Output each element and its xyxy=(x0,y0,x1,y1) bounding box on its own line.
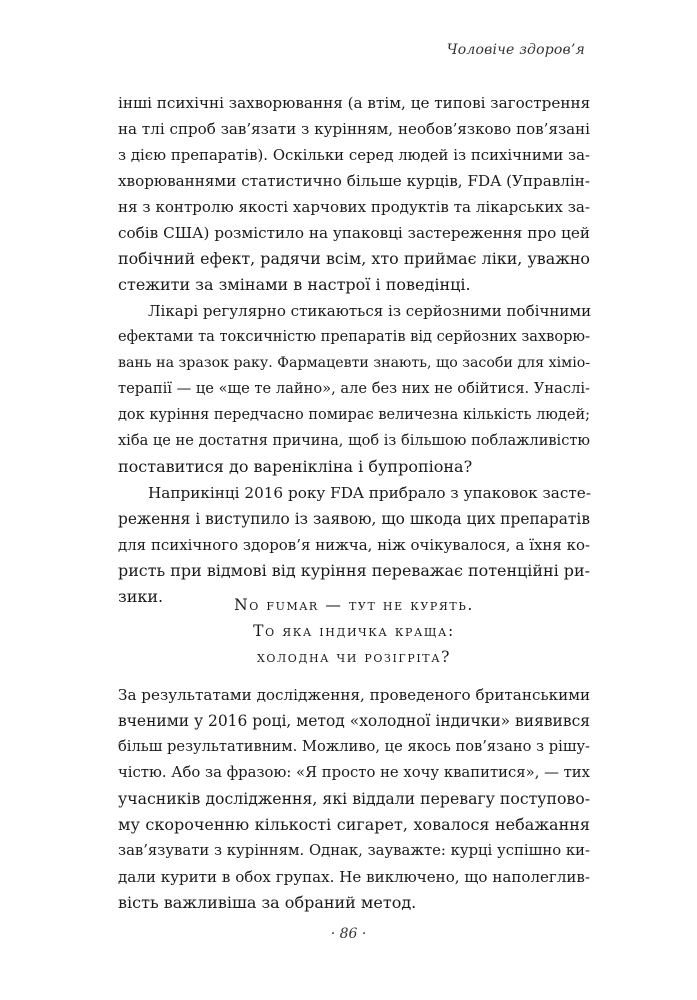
heading-line: То яка індичка краща: xyxy=(253,622,455,640)
text-line: зав’язувати з курінням. Однак, зауважте: курці успішно ки- xyxy=(118,842,590,859)
text-line: собів США) розмістило на упаковці застереження про цей xyxy=(118,224,590,242)
body-text-section-1 xyxy=(118,90,590,610)
text-line: побічний ефект, радячи всім, хто приймає ліки, уважно xyxy=(118,249,590,268)
text-line: чістю. Або за фразою: «Я просто не хочу квапитися», — тих xyxy=(118,764,590,781)
text-line: За результатами дослідження, проведеного британськими xyxy=(118,686,591,704)
paragraph-2 xyxy=(118,298,590,480)
text-line: Наприкінці 2016 року FDA прибрало з упаковок засте- xyxy=(148,484,591,502)
paragraph-1 xyxy=(118,90,590,298)
text-line: учасників дослідження, які віддали перевагу поступово- xyxy=(118,789,590,808)
text-line: ефектами та токсичністю препаратів від серйозних захворю- xyxy=(118,328,590,345)
text-line: поставитися до варенікліна і бупропіона? xyxy=(118,457,473,476)
text-line: терапії — це «ще те лайно», але без них не обійтися. Унаслі- xyxy=(118,380,590,397)
text-line: дали курити в обох групах. Не виключено, що наполеглив- xyxy=(118,868,590,886)
running-header: Чоловіче здоров’я xyxy=(446,42,585,58)
text-line: му скороченню кількості сигарет, ховалося небажання xyxy=(118,815,590,834)
text-line: вченими у 2016 році, метод «холодної індички» виявився xyxy=(118,712,590,730)
text-line: на тлі спроб зав’язати з курінням, необов’язково пов’язані xyxy=(118,120,590,138)
text-line: більш результативним. Можливо, це якось пов’язано з рішу- xyxy=(118,738,590,755)
text-line: ристь при відмові від куріння переважає потенційні ри- xyxy=(118,561,590,580)
text-line: реження і виступило із заявою, що шкода цих препаратів xyxy=(118,510,590,528)
text-line: ня з контролю якості харчових продуктів та лікарських за- xyxy=(118,198,590,216)
section-heading xyxy=(118,592,590,670)
heading-line: No fumar — тут не курять. xyxy=(234,596,474,614)
text-line: вість важливіша за обраний метод. xyxy=(118,893,417,912)
text-line: інші психічні захворювання (а втім, це типові загострення xyxy=(118,94,591,112)
heading-line: холодна чи розігріта? xyxy=(256,648,452,666)
body-text-section-2 xyxy=(118,682,590,916)
text-line: для психічного здоров’я нижча, ніж очікувалося, а їхня ко- xyxy=(118,536,590,554)
text-line: з дією препаратів). Оскільки серед людей із психічними за- xyxy=(118,146,590,164)
text-line: хворюваннями статистично більше курців, FDA (Управлін- xyxy=(118,172,590,190)
text-line: зики. xyxy=(118,587,164,606)
page-number: · 86 · xyxy=(330,926,367,942)
text-line: док куріння передчасно помирає величезна кількість людей; xyxy=(118,407,590,423)
paragraph-4 xyxy=(118,682,590,916)
text-line: хіба це не достатня причина, щоб із більшою поблажливістю xyxy=(118,433,590,449)
text-line: стежити за змінами в настрої і поведінці. xyxy=(118,275,471,294)
text-line: вань на зразок раку. Фармацевти знають, що засоби для хіміо- xyxy=(118,355,591,371)
paragraph-3 xyxy=(118,480,590,610)
text-line: Лікарі регулярно стикаються із серйозними побічними xyxy=(148,302,592,320)
